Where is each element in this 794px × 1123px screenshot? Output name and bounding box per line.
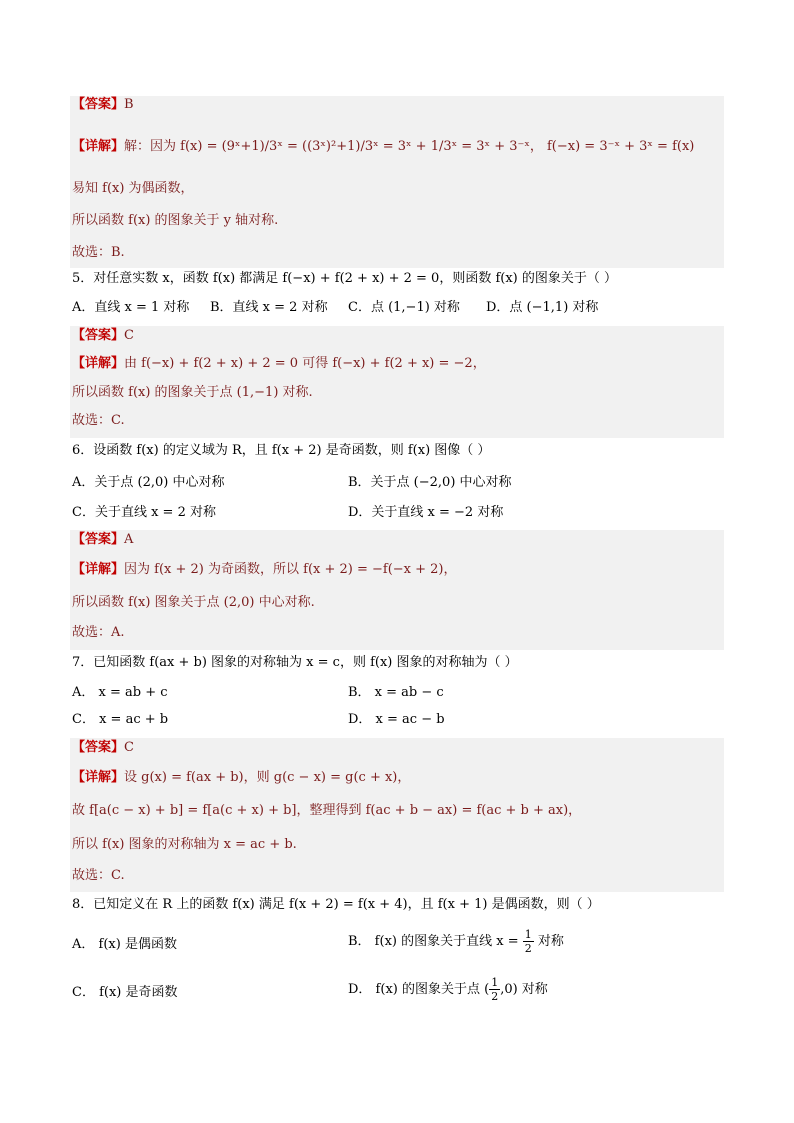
- option-d-suffix: ,0) 对称: [500, 982, 548, 997]
- option-b: B． x = ab − c: [348, 685, 444, 700]
- detail-label: 【详解】: [72, 139, 125, 154]
- answer-value: C: [124, 740, 134, 755]
- answer-value: C: [124, 328, 134, 343]
- detail-label: 【详解】: [72, 770, 125, 785]
- detail-text: 所以函数 f(x) 的图象关于 y 轴对称.: [72, 213, 279, 228]
- answer-line: [72, 96, 134, 114]
- option-b-text: B． f(x) 的图象关于直线 x =: [348, 934, 523, 949]
- detail-text: 故 f[a(c − x) + b] = f[a(c + x) + b]，整理得到 f(ac + b − ax) = f(ac + b + ax)，: [72, 803, 582, 818]
- fraction: [523, 928, 534, 955]
- option-d-text: D． f(x) 的图象关于点 (: [348, 982, 490, 997]
- detail-text: 所以函数 f(x) 图象关于点 (2,0) 中心对称.: [72, 595, 315, 610]
- detail-text: 解：因为 f(x) = (9ˣ+1)/3ˣ = ((3ˣ)²+1)/3ˣ = 3ˣ + 1/3ˣ = 3ˣ + 3⁻ˣ， f(−x) = 3⁻ˣ + 3ˣ = f(x): [124, 139, 695, 154]
- question-stem-q6: 6．设函数 f(x) 的定义域为 R，且 f(x + 2) 是奇函数，则 f(x) 图像（ ）: [72, 443, 491, 458]
- detail-text: 故选：C.: [72, 413, 125, 428]
- answer-line: [72, 739, 134, 757]
- answer-value: B: [124, 97, 134, 112]
- detail-label: 【详解】: [72, 562, 125, 577]
- detail-line: [72, 138, 694, 156]
- detail-text: 由 f(−x) + f(2 + x) + 2 = 0 可得 f(−x) + f(2 + x) = −2，: [124, 356, 486, 371]
- answer-label: 【答案】: [72, 740, 125, 755]
- option-b: B．直线 x = 2 对称: [210, 300, 328, 315]
- option-a: A．直线 x = 1 对称: [72, 300, 190, 315]
- detail-text: 故选：A.: [72, 625, 125, 640]
- answer-label: 【答案】: [72, 532, 125, 547]
- option-c: C． f(x) 是奇函数: [72, 985, 178, 1000]
- fraction-numerator: 1: [491, 976, 499, 989]
- option-d: [348, 976, 548, 1003]
- option-d: D．点 (−1,1) 对称: [486, 300, 599, 315]
- option-a: A． x = ab + c: [72, 685, 168, 700]
- option-b: [348, 928, 564, 955]
- answer-block-q5: [70, 326, 724, 438]
- fraction-denominator: 2: [524, 942, 532, 955]
- option-d: D． x = ac − b: [348, 712, 445, 727]
- fraction-denominator: 2: [491, 990, 499, 1003]
- detail-label: 【详解】: [72, 356, 125, 371]
- answer-label: 【答案】: [72, 328, 125, 343]
- detail-text: 故选：B.: [72, 245, 125, 260]
- detail-line: [72, 561, 457, 579]
- detail-text: 易知 f(x) 为偶函数，: [72, 181, 194, 196]
- detail-text: 故选：C.: [72, 868, 125, 883]
- fraction: [489, 976, 500, 1003]
- answer-block-q6: [70, 530, 724, 650]
- question-stem-q8: 8．已知定义在 R 上的函数 f(x) 满足 f(x + 2) = f(x + 4)，且 f(x + 1) 是偶函数，则（ ）: [72, 897, 600, 912]
- detail-text: 设 g(x) = f(ax + b)，则 g(c − x) = g(c + x)，: [124, 770, 411, 785]
- option-c: C．点 (1,−1) 对称: [348, 300, 460, 315]
- option-a: A．关于点 (2,0) 中心对称: [72, 475, 225, 490]
- question-stem-q5: 5．对任意实数 x，函数 f(x) 都满足 f(−x) + f(2 + x) + 2 = 0，则函数 f(x) 的图象关于（ ）: [72, 271, 618, 286]
- detail-line: [72, 355, 486, 373]
- question-stem-q7: 7．已知函数 f(ax + b) 图象的对称轴为 x = c，则 f(x) 图象的对称轴为（ ）: [72, 655, 518, 670]
- option-c: C．关于直线 x = 2 对称: [72, 505, 216, 520]
- detail-line: [72, 769, 410, 787]
- option-d: D．关于直线 x = −2 对称: [348, 505, 504, 520]
- detail-text: 所以函数 f(x) 的图象关于点 (1,−1) 对称.: [72, 385, 313, 400]
- answer-label: 【答案】: [72, 97, 125, 112]
- option-b: B．关于点 (−2,0) 中心对称: [348, 475, 512, 490]
- answer-line: [72, 327, 134, 345]
- option-c: C． x = ac + b: [72, 712, 169, 727]
- detail-text: 所以 f(x) 图象的对称轴为 x = ac + b.: [72, 837, 297, 852]
- answer-value: A: [124, 532, 134, 547]
- option-a: A． f(x) 是偶函数: [72, 937, 177, 952]
- detail-text: 因为 f(x + 2) 为奇函数，所以 f(x + 2) = −f(−x + 2)，: [124, 562, 457, 577]
- option-b-suffix: 对称: [533, 934, 564, 949]
- fraction-numerator: 1: [524, 928, 532, 941]
- answer-line: [72, 531, 133, 549]
